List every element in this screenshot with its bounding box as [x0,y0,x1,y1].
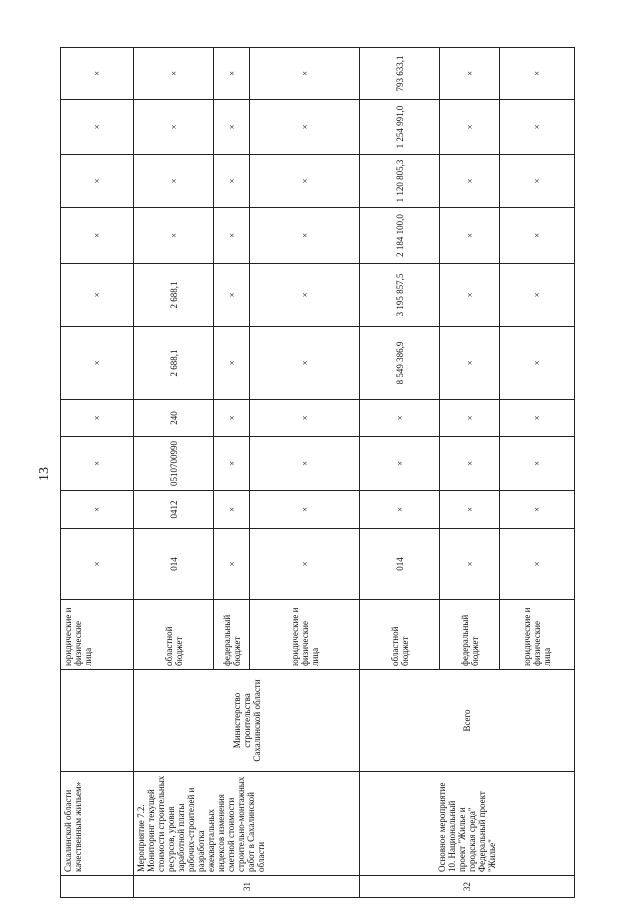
year-2020-value: × [214,264,250,327]
year-2021-value: × [500,208,575,264]
year-2024-value: × [61,48,134,100]
year-2020-value: × [500,264,575,327]
year-2023-value: 1 254 991,0 [360,100,440,155]
executor [61,670,134,772]
expense-type: × [500,400,575,437]
year-2023-value: × [134,100,214,155]
year-2023-value: × [440,100,500,155]
grbs-code: 014 [360,529,440,600]
year-2024-value: × [500,48,575,100]
total-value: × [214,327,250,400]
target-article: × [360,437,440,491]
grbs-code: × [214,529,250,600]
year-2021-value: × [134,208,214,264]
grbs-code: × [440,529,500,600]
year-2022-value: × [500,155,575,208]
funding-source: федеральный бюджет [214,600,250,670]
funding-source: областной бюджет [134,600,214,670]
target-article: × [500,437,575,491]
funding-source: федеральный бюджет [440,600,500,670]
year-2023-value: × [500,100,575,155]
year-2021-value: × [440,208,500,264]
target-article: 0510700990 [134,437,214,491]
total-value: 2 688,1 [134,327,214,400]
budget-table [60,47,575,898]
funding-source: юридические и физические лица [250,600,360,670]
grbs-code: × [61,529,134,600]
event-name: Основное мероприятие 10. Национальный проект "Жилье и городская среда" Федеральный проект "Жилье" [360,772,575,876]
total-value: × [440,327,500,400]
year-2022-value: 1 120 805,3 [360,155,440,208]
table-row [61,48,134,898]
year-2023-value: × [214,100,250,155]
expense-type: × [440,400,500,437]
expense-type: 240 [134,400,214,437]
year-2024-value: × [250,48,360,100]
grbs-code: × [500,529,575,600]
expense-type: × [61,400,134,437]
funding-source: юридические и физические лица [500,600,575,670]
section-code: × [250,491,360,529]
section-code: × [440,491,500,529]
executor: Всего [360,670,575,772]
total-value: × [500,327,575,400]
year-2022-value: × [134,155,214,208]
section-code: × [500,491,575,529]
total-value: × [61,327,134,400]
year-2022-value: × [250,155,360,208]
section-code: 0412 [134,491,214,529]
funding-source: областной бюджет [360,600,440,670]
table-row [360,48,440,898]
expense-type: × [250,400,360,437]
total-value: × [250,327,360,400]
section-code: × [360,491,440,529]
section-code: × [61,491,134,529]
year-2024-value: × [440,48,500,100]
year-2020-value: 3 195 857,5 [360,264,440,327]
year-2022-value: × [214,155,250,208]
target-article: × [250,437,360,491]
row-number [61,876,134,898]
year-2023-value: × [250,100,360,155]
executor: Министерство строительства Сахалинской области [134,670,360,772]
year-2024-value: × [214,48,250,100]
page-number: 13 [37,467,52,481]
row-number: 32 [360,876,575,898]
section-code: × [214,491,250,529]
target-article: × [61,437,134,491]
expense-type: × [360,400,440,437]
year-2020-value: × [440,264,500,327]
year-2024-value: 793 633,1 [360,48,440,100]
expense-type: × [214,400,250,437]
year-2021-value: × [214,208,250,264]
year-2021-value: 2 184 100,0 [360,208,440,264]
year-2021-value: × [61,208,134,264]
budget-table-sheet [60,48,574,898]
year-2021-value: × [250,208,360,264]
row-number: 31 [134,876,360,898]
event-name: Сахалинской области качественным жильем» [61,772,134,876]
year-2023-value: × [61,100,134,155]
target-article: × [214,437,250,491]
target-article: × [440,437,500,491]
table-row [134,48,214,898]
event-name: Мероприятие 7.2. Мониторинг текущей стоимости строительных ресурсов, уровня заработной платы рабочих-строителей и разработка ежеквартальных индексов изменения сметной стоимости строительно-монтажных работ в Сахалинской области [134,772,360,876]
year-2020-value: × [250,264,360,327]
year-2024-value: × [134,48,214,100]
year-2022-value: × [440,155,500,208]
total-value: 8 549 386,9 [360,327,440,400]
grbs-code: × [250,529,360,600]
grbs-code: 014 [134,529,214,600]
funding-source: юридические и физические лица [61,600,134,670]
year-2020-value: × [61,264,134,327]
year-2022-value: × [61,155,134,208]
year-2020-value: 2 688,1 [134,264,214,327]
